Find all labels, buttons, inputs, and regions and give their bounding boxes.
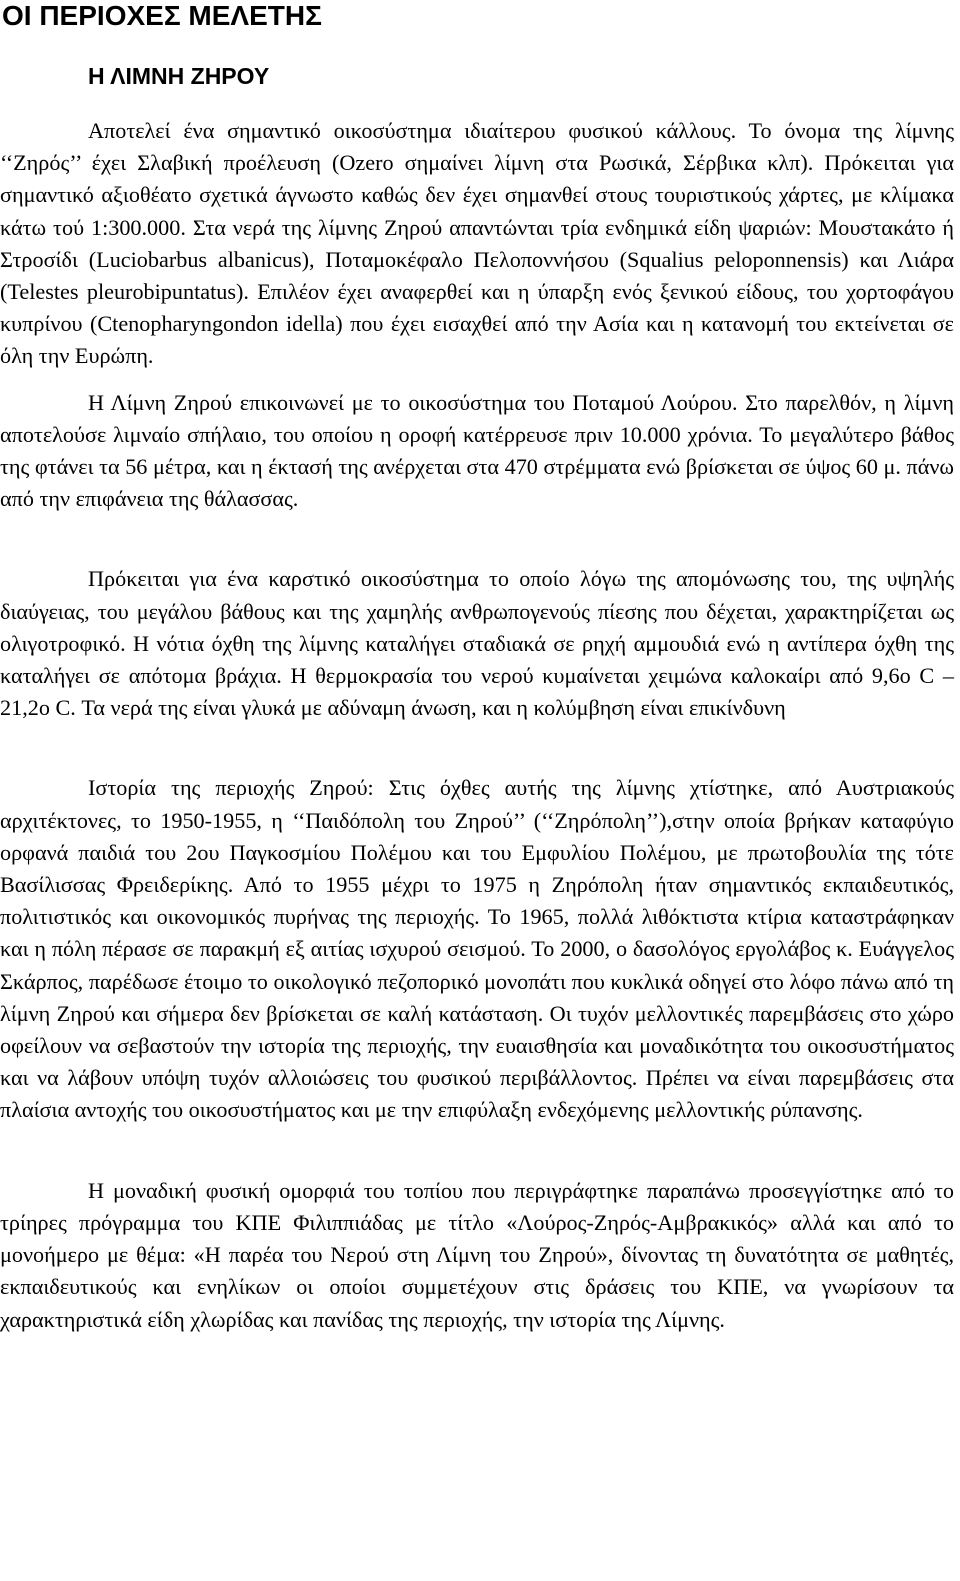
paragraph-ecosystem: Πρόκειται για ένα καρστικό οικοσύστημα το οποίο λόγω της απομόνωσης του, της υψηλής διαύγειας, του μεγάλου βάθους και της χαμηλής ανθρωπογενούς πίεσης που δέχεται, χαρακτηρίζεται ως ολιγοτροφικό. Η νότια όχθη της λίμνης καταλήγει σταδιακά σε ρηχή αμμουδιά ενώ η αντίπερα όχθη της καταλήγει σε απότομα βράχια. Η θερμοκρασία του νερού κυμαίνεται χειμώνα καλοκαίρι από 9,6ο C – 21,2ο C. Τα νερά της είναι γλυκά με αδύναμη άνωση, και η κολύμβηση είναι επικίνδυνη xyxy=(0,566,954,721)
document-body xyxy=(0,115,954,1336)
document-title: ΟΙ ΠΕΡΙΟΧΕΣ ΜΕΛΕΤΗΣ xyxy=(2,0,322,31)
paragraph-intro: Αποτελεί ένα σημαντικό οικοσύστημα ιδιαίτερου φυσικού κάλλους. Το όνομα της λίμνης ‘‘Ζηρός’’ έχει Σλαβική προέλευση (Ozero σημαίνει λίμνη στα Ρωσικά, Σέρβικα κλπ). Πρόκειται για σημαντικό αξιοθέατο σχετικά άγνωστο καθώς δεν έχει σημανθεί στους τουριστικούς χάρτες, με κλίμακα κάτω τού 1:300.000. Στα νερά της λίμνης Ζηρού απαντώνται τρία ενδημικά είδη ψαριών: Μουστακάτο ή Στροσίδι (Luciobarbus albanicus), Ποταμοκέφαλο Πελοποννήσου (Squalius peloponnensis) και Λιάρα (Telestes pleurobipuntatus). Επιλέον έχει αναφερθεί και η ύπαρξη ενός ξενικού είδους, του χορτοφάγου κυπρίνου (Ctenopharyngondon idella) που έχει εισαχθεί από την Ασία και η κατανομή του εκτείνεται σε όλη την Ευρώπη. xyxy=(0,118,954,369)
section-title: Η ΛΙΜΝΗ ΖΗΡΟΥ xyxy=(88,63,270,89)
paragraph-history: Ιστορία της περιοχής Ζηρού: Στις όχθες αυτής της λίμνης χτίστηκε, από Αυστριακούς αρχιτέκτονες, το 1950-1955, η ‘‘Παιδόπολη του Ζηρού’’ (‘‘Ζηρόπολη’’),στην οποία βρήκαν καταφύγιο ορφανά παιδιά του 2ου Παγκοσμίου Πολέμου και του Εμφυλίου Πολέμου, με πρωτοβουλία της τότε Βασίλισσας Φρειδερίκης. Από το 1955 μέχρι το 1975 η Ζηρόπολη ήταν σημαντικός εκπαιδευτικός, πολιτιστικός και οικονομικός πυρήνας της περιοχής. Το 1965, πολλά λιθόκτιστα κτίρια καταστράφηκαν και η πόλη πέρασε σε παρακμή εξ αιτίας ισχυρού σεισμού. Το 2000, ο δασολόγος εργολάβος κ. Ευάγγελος Σκάρπος, παρέδωσε έτοιμο το οικολογικό πεζοπορικό μονοπάτι που κυκλικά οδηγεί στο λόφο πάνω από τη λίμνη Ζηρού και σήμερα δεν βρίσκεται σε καλή κατάσταση. Οι τυχόν μελλοντικές παρεμβάσεις στο χώρο οφείλουν να σεβαστούν την ιστορία της περιοχής, την ευαισθησία και μοναδικότητα του οικοσυστήματος και να λάβουν υπόψη τυχόν αλλοιώσεις του φυσικού περιβάλλοντος. Πρέπει να είναι παρεμβάσεις στα πλαίσια αντοχής του οικοσυστήματος και με την επιφύλαξη ενδεχόμενης μελλοντικής ρύπανσης. xyxy=(0,775,954,1123)
paragraph-geography: Η Λίμνη Ζηρού επικοινωνεί με το οικοσύστημα του Ποταμού Λούρου. Στο παρελθόν, η λίμνη αποτελούσε λιμναίο σπήλαιο, του οποίου η οροφή κατέρρευσε πριν 10.000 χρόνια. Το μεγαλύτερο βάθος της φτάνει τα 56 μέτρα, και η έκτασή της ανέρχεται στα 470 στρέμματα ενώ βρίσκεται σε ύψος 60 μ. πάνω από την επιφάνεια της θάλασσας. xyxy=(0,389,954,512)
paragraph-program: Η μοναδική φυσική ομορφιά του τοπίου που περιγράφτηκε παραπάνω προσεγγίστηκε από το τρίηρες πρόγραμμα του ΚΠΕ Φιλιππιάδας με τίτλο «Λούρος-Ζηρός-Αμβρακικός» αλλά και από το μονοήμερο με θέμα: «Η παρέα του Νερού στη Λίμνη του Ζηρού», δίνοντας τη δυνατότητα σε μαθητές, εκπαιδευτικούς και ενηλίκων οι οποίοι συμμετέχουν στις δράσεις του ΚΠΕ, να γνωρίσουν τα χαρακτηριστικά είδη χλωρίδας και πανίδας της περιοχής, την ιστορία της Λίμνης. xyxy=(0,1177,954,1332)
